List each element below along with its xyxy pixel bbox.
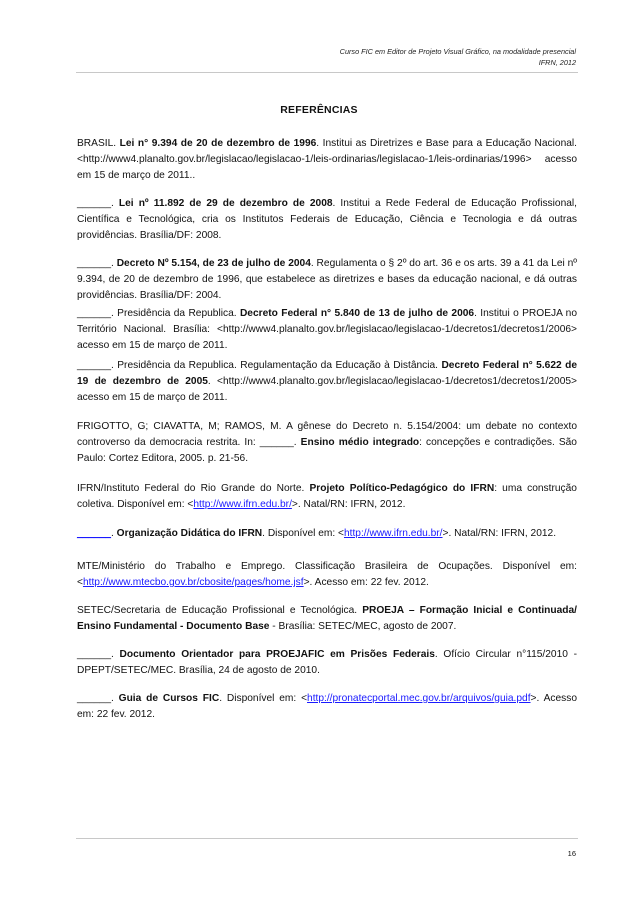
reference-entry: ______. Presidência da Republica. Regulamentação da Educação à Distância. Decreto Federal n° 5.622 de 19 de dezembro de 2005. <http://www4.planalto.gov.br/legislacao/legislacao-1/decretos1/decretos1/2005> acesso em 15 de março de 2011.	[77, 360, 577, 403]
reference-link[interactable]: http://www.mtecbo.gov.br/cbosite/pages/home.jsf	[82, 577, 304, 588]
reference-entry: ______. Presidência da Republica. Decreto Federal n° 5.840 de 13 de julho de 2006. Institui o PROEJA no Território Nacional. Brasília: <http://www4.planalto.gov.br/legislacao/legislacao-1/decretos1/decretos1/2006> acesso em 15 de março de 2011.	[77, 308, 577, 351]
reference-entry: IFRN/Instituto Federal do Rio Grande do Norte. Projeto Político-Pedagógico do IFRN: uma construção coletiva. Disponível em: <http://www.ifrn.edu.br/>. Natal/RN: IFRN, 2012.	[77, 483, 577, 510]
header-rule	[76, 72, 578, 73]
reference-entry: ______. Guia de Cursos FIC. Disponível em: <http://pronatecportal.mec.gov.br/arquivos/guia.pdf>. Acesso em: 22 fev. 2012.	[77, 693, 577, 720]
page-number: 16	[567, 849, 576, 858]
reference-entry: SETEC/Secretaria de Educação Profissional e Tecnológica. PROEJA – Formação Inicial e Continuada/ Ensino Fundamental - Documento Base - Brasília: SETEC/MEC, agosto de 2007.	[77, 605, 577, 632]
running-header	[246, 46, 576, 68]
reference-entry: ______. Organização Didática do IFRN. Disponível em: <http://www.ifrn.edu.br/>. Natal/RN: IFRN, 2012.	[77, 528, 557, 539]
reference-link[interactable]: http://www.ifrn.edu.br/	[343, 528, 443, 539]
page-title: REFERÊNCIAS	[280, 104, 358, 116]
header-course: Curso FIC em Editor de Projeto Visual Gráfico, na modalidade presencial	[339, 47, 576, 56]
footer-rule	[76, 838, 578, 839]
reference-link[interactable]: http://pronatecportal.mec.gov.br/arquivos/guia.pdf	[307, 693, 531, 704]
reference-entry: FRIGOTTO, G; CIAVATTA, M; RAMOS, M. A gênese do Decreto n. 5.154/2004: um debate no contexto controverso da democracia restrita. In: ______. Ensino médio integrado: concepções e contradições. São Paulo: Cortez Editora, 2005. p. 21-56.	[77, 421, 577, 464]
reference-entry: ______. Documento Orientador para PROEJAFIC em Prisões Federais. Ofício Circular n°115/2010 - DPEPT/SETEC/MEC. Brasília, 24 de agosto de 2010.	[77, 649, 577, 676]
reference-entry: MTE/Ministério do Trabalho e Emprego. Classificação Brasileira de Ocupações. Disponível em: <http://www.mtecbo.gov.br/cbosite/pages/home.jsf>. Acesso em: 22 fev. 2012.	[77, 561, 577, 588]
reference-entry: ______. Lei nº 11.892 de 29 de dezembro de 2008. Institui a Rede Federal de Educação Profissional, Científica e Tecnológica, cria os Institutos Federais de Educação, Ciência e Tecnologia e dá outras providências. Brasília/DF: 2008.	[77, 198, 578, 241]
header-institution: IFRN, 2012	[538, 58, 576, 67]
reference-entry: ______. Decreto Nº 5.154, de 23 de julho de 2004. Regulamenta o § 2º do art. 36 e os arts. 39 a 41 da Lei nº 9.394, de 20 de dezembro de 1996, que estabelece as diretrizes e bases da educação nacional, e dá outras providências. Brasília/DF: 2004.	[77, 258, 577, 301]
reference-entry: BRASIL. Lei n° 9.394 de 20 de dezembro de 1996. Institui as Diretrizes e Base para a Educação Nacional. <http://www4.planalto.gov.br/legislacao/legislacao-1/leis-ordinarias/legislacao-1/leis-ordinarias/1996> acesso em 15 de março de 2011..	[77, 138, 577, 181]
reference-link[interactable]: http://www.ifrn.edu.br/	[193, 499, 292, 510]
